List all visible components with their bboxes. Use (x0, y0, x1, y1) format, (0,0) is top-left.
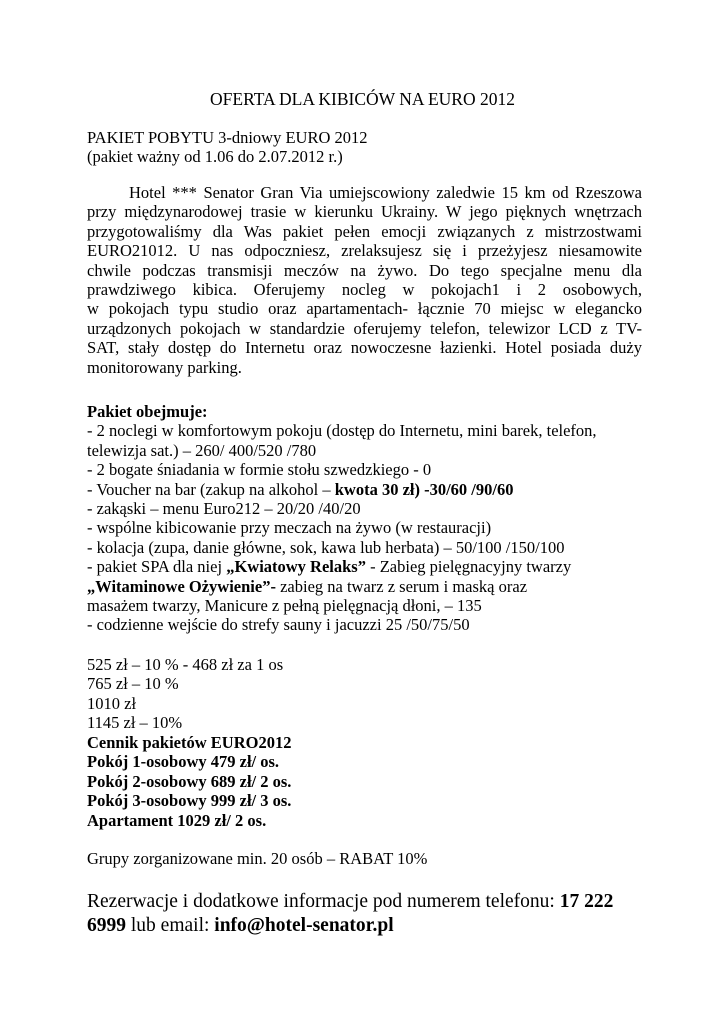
description-line: przygotowaliśmy dla Was pakiet pełen emocji związanych z mistrzostwami (87, 221, 642, 241)
package-validity: (pakiet ważny od 1.06 do 2.07.2012 r.) (87, 147, 343, 167)
package-name: PAKIET POBYTU 3-dniowy EURO 2012 (87, 128, 368, 147)
calculation-line: 765 zł – 10 % (87, 674, 179, 694)
price-list (87, 733, 647, 830)
calculation-line: 525 zł – 10 % - 468 zł za 1 os (87, 655, 284, 674)
price-row: Pokój 1-osobowy 479 zł/ os. (87, 752, 280, 772)
phone-number: 17 222 (559, 891, 614, 912)
include-item: telewizja sat.) – 260/ 400/520 /780 (87, 440, 317, 460)
include-item: - 2 noclegi w komfortowym pokoju (dostęp do Internetu, mini barek, telefon, (87, 421, 597, 441)
contact-text: lub email: (126, 915, 215, 936)
price-calculations (87, 655, 647, 733)
description-line: urządzonych pokojach w standardzie oferujemy telefon, telewizor LCD z TV- (87, 318, 642, 338)
include-item: masażem twarzy, Manicure z pełną pielęgnacją dłoni, – 135 (87, 595, 482, 615)
calculation-line: 1010 zł (87, 693, 137, 713)
calculation-line: 1145 zł – 10% (87, 713, 183, 733)
groups-note: Grupy zorganizowane min. 20 osób – RABAT 10% (87, 849, 428, 868)
contact-info (87, 890, 647, 938)
hotel-description (87, 183, 642, 377)
include-item: - wspólne kibicowanie przy meczach na żywo (w restauracji) (87, 518, 492, 538)
price-row: Pokój 3-osobowy 999 zł/ 3 os. (87, 791, 292, 811)
phone-number-continued: 6999 (87, 915, 126, 936)
description-line: przy międzynarodowej trasie w kierunku Ukrainy. W jego pięknych wnętrzach (87, 202, 642, 222)
price-row: Apartament 1029 zł/ 2 os. (87, 810, 267, 830)
email-address: info@hotel-senator.pl (214, 915, 394, 936)
description-line: monitorowany parking. (87, 357, 242, 377)
price-row: Pokój 2-osobowy 689 zł/ 2 os. (87, 771, 292, 791)
page-title: OFERTA DLA KIBICÓW NA EURO 2012 (210, 89, 515, 109)
include-item: - kolacja (zupa, danie główne, sok, kawa lub herbata) – 50/100 /150/100 (87, 537, 565, 557)
include-item: - zakąski – menu Euro212 – 20/20 /40/20 (87, 498, 361, 518)
package-includes (87, 402, 647, 635)
package-header (87, 128, 647, 167)
include-item: „Witaminowe Ożywienie”- zabieg na twarz z serum i maską oraz (87, 576, 528, 596)
include-item: - pakiet SPA dla niej „Kwiatowy Relaks” - Zabieg pielęgnacyjny twarzy (87, 557, 572, 577)
description-line: w pokojach typu studio oraz apartamentach- łącznie 70 miejsc w elegancko (87, 299, 642, 319)
description-line: prawdziwego kibica. Oferujemy nocleg w pokojach1 i 2 osobowych, (87, 279, 642, 299)
contact-text: Rezerwacje i dodatkowe informacje pod numerem telefonu: (87, 891, 560, 912)
price-list-heading: Cennik pakietów EURO2012 (87, 733, 292, 752)
description-line: Hotel *** Senator Gran Via umiejscowiony zaledwie 15 km od Rzeszowa (129, 183, 642, 202)
description-line: EURO21012. U nas odpoczniesz, zrelaksujesz się i przeżyjesz niesamowite (87, 241, 642, 261)
include-item: - Voucher na bar (zakup na alkohol – kwota 30 zł) -30/60 /90/60 (87, 479, 514, 499)
includes-heading: Pakiet obejmuje: (87, 402, 208, 421)
include-item: - codzienne wejście do strefy sauny i jacuzzi 25 /50/75/50 (87, 615, 470, 635)
description-line: SAT, stały dostęp do Internetu oraz nowoczesne łazienki. Hotel posiada duży (87, 338, 642, 358)
description-line: chwile podczas transmisji meczów na żywo. Do tego specjalne menu dla (87, 260, 642, 280)
include-item: - 2 bogate śniadania w formie stołu szwedzkiego - 0 (87, 460, 432, 480)
